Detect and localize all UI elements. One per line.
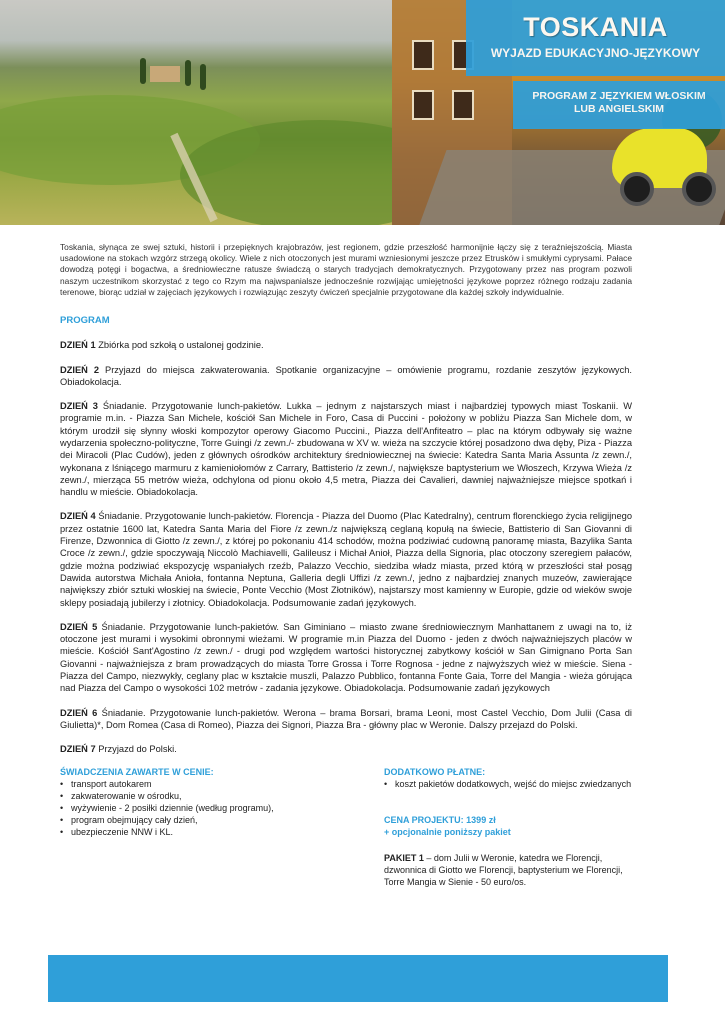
day-5	[60, 621, 632, 695]
list-item: • ubezpieczenie NNW i KL.	[60, 826, 360, 838]
list-item: • zakwaterowanie w ośrodku,	[60, 790, 360, 802]
extra-list	[384, 778, 634, 790]
day-text: Śniadanie. Przygotowanie lunch-pakietów. San Giminiano – miasto zwane średniowiecznym Manhattanem z uwagi na to, iż otoczone jest murami i wysokimi obronnymi wieżami. W programie m.in Piazza del Duomo - jeden z dwóch najważniejszych placów w mieście. Kościół Sant'Agostino /z zewn./ - drugi pod względem wartości historycznej zabytkowy kościół w San Gimignano Porta San Giovanni - najważniejsza z bram prowadzących do miasta Torre Grossa i Torre Rognosa - jedne z najwyższych wież w mieście. Siena - Piazza del Campo, niezwykły, ceglany plac w kształcie muszli, Palazzo Pubblico, fontanna Fonte Gaia, Torre del Mangia - wieża górująca nad Piazza del Campo o wysokości 102 metrów - zadania językowe. Obiadokolacja. Podsumowanie zadań językowych	[60, 621, 632, 694]
day-4	[60, 510, 632, 608]
price-line: CENA PROJEKTU: 1399 zł	[384, 815, 496, 825]
program-heading: PROGRAM	[60, 315, 110, 327]
package-label: PAKIET 1	[384, 853, 424, 863]
price-note: + opcjonalnie poniższy pakiet	[384, 827, 511, 837]
list-item: • program obejmujący cały dzień,	[60, 814, 360, 826]
price-block	[384, 814, 634, 838]
list-item: • wyżywienie - 2 posiłki dziennie (według programu),	[60, 802, 360, 814]
day-3	[60, 400, 632, 498]
list-item: • transport autokarem	[60, 778, 360, 790]
list-item: • koszt pakietów dodatkowych, wejść do miejsc zwiedzanych	[384, 778, 634, 790]
day-label: DZIEŃ 7	[60, 744, 96, 755]
day-text: Zbiórka pod szkołą o ustalonej godzinie.	[95, 340, 264, 351]
included-list	[60, 778, 360, 838]
day-label: DZIEŃ 5	[60, 621, 98, 632]
day-text: Przyjazd do miejsca zakwaterowania. Spotkanie organizacyjne – omówienie programu, rozdanie zeszytów językowych. Obiadokolacja.	[60, 364, 632, 387]
day-label: DZIEŃ 4	[60, 511, 96, 522]
included-heading: ŚWIADCZENIA ZAWARTE W CENIE:	[60, 767, 214, 777]
language-banner	[513, 81, 725, 129]
day-label: DZIEŃ 1	[60, 340, 96, 351]
day-6	[60, 707, 632, 732]
tuscan-landscape-image	[0, 0, 392, 225]
day-label: DZIEŃ 6	[60, 707, 98, 718]
day-1	[60, 339, 632, 351]
package-block	[384, 852, 634, 888]
page-subtitle: WYJAZD EDUKACYJNO-JĘZYKOWY	[490, 46, 701, 60]
title-banner	[466, 0, 725, 76]
day-7	[60, 743, 632, 755]
day-text: Przyjazd do Polski.	[95, 744, 177, 755]
day-label: DZIEŃ 3	[60, 401, 98, 412]
package-text: – dom Julii w Weronie, katedra we Florencji, dzwonnica di Giotto we Florencji, baptysterium we Florencji, Torre Mangia w Sienie - 50 euro/os.	[384, 853, 623, 887]
day-text: Śniadanie. Przygotowanie lunch-pakietów. Lukka – jednym z najstarszych miast i najbardziej typowych miast Toskanii. W programie m.in. - Piazza San Michele, kościół San Michele in Foro, Casa di Puccini - położony w pobliżu Piazza San Michele dom, w którym urodził się słynny włoski kompozytor operowy Giacomo Puccini., Piazza dell'Anfiteatro – plac na którym odbywały się ważne wydarzenia społeczno-polityczne, Torre Guingi /z zewn./- zbudowana w XV w. wieża na szczycie której posadzono dwa dęby, Piza - Piazza dei Miracoli (Plac Cudów), jeden z głównych ośrodków architektury średniowiecznej na świecie: Katedra Santa Maria Assunta /z zewn./, wykonana z lśniącego marmuru z kamieniołomów z Carrary, Battisterio /z zewn./, największe baptysterium we Włoszech, Krzywa Wieża /z zewn./, mierząca 55 metrów wieża, odchylona od pionu około 4,5 metra, Piazza dei Cavalieri, dawniej najważniejsze miejsce spotkań i handlu w mieście. Obiadokolacja.	[60, 401, 632, 498]
program-line-2: LUB ANGIELSKIM	[573, 103, 665, 115]
main-content	[60, 242, 632, 756]
program-line-1: PROGRAM Z JĘZYKIEM WŁOSKIM	[532, 90, 706, 102]
intro-paragraph: Toskania, słynąca ze swej sztuki, historii i przepięknych krajobrazów, jest regionem, gdzie przeszłość harmonijnie łączy się z teraźniejszością. Miasta usadowione na stokach wzgórz strzegą okolicy. Wiele z nich otoczonych jest murami wzniesionymi jeszcze przez Etrusków i smukłymi cyprysami. Pałace dowodzą potęgi i bogactwa, a średniowieczne ratusze świadczą o starych tradycjach demokratycznych. Przygotowany przez nas program pozwoli naszym uczestnikom skorzystać z tego co Rzym ma najwspanialsze jednocześnie rozwijając umiejętności językowe poprzez różnego rodzaju zadania terenowe, biorąc udział w zajęciach językowych i rozwiązując zeszyty ćwiczeń specjalnie przygotowane dla każdej szkoły indywidualnie.	[60, 242, 632, 297]
page-title: TOSKANIA	[523, 12, 668, 42]
day-text: Śniadanie. Przygotowanie lunch-pakietów. Florencja - Piazza del Duomo (Plac Katedralny), centrum florenckiego życia religijnego przez ostatnie 1600 lat, Katedra Santa Maria del Fiore /z zewn./z największą ceglaną kopułą na świecie, Battisterio di San Giovanni di Firenze, Dzwonnica di Giotto /z zewn./, z której po pokonaniu 414 schodów, można podziwiać cudowną panoramę miasta, Bazylika Santa Croce /z zewn./, gdzie spoczywają Niccolò Machiavelli, Galileusz i Michał Anioł, Piazza della Signoria, plac otoczony szeregiem pałaców, gdzie można podziwiać ekspozycję wspaniałych rzeźb, Palazzo Vecchio, siedziba władz miasta, przed którą w przeszłości stał posąg Dawida autorstwa Michała Anioła, fontanna Neptuna, Galleria degli Uffizi /z zewn./, jedno z najbardziej znanych muzeów, zawierające największy zbiór sztuki włoskiej na świecie, Ponte Vecchio (Most Złotników), najstarszy most kamienny w Europie, gdzie od wieków swoje sklepy posiadają jubilerzy i złotnicy. Obiadokolacja. Podsumowanie zadań językowych.	[60, 511, 632, 608]
day-text: Śniadanie. Przygotowanie lunch-pakietów. Werona – brama Borsari, brama Leoni, most Castel Vecchio, Dom Julii (Casa di Giulietta)*, Dom Romea (Casa di Romeo), Piazza dei Signori, Piazza Bra - główny plac w Weronie. Dalszy przejazd do Polski.	[60, 707, 632, 730]
day-label: DZIEŃ 2	[60, 364, 100, 375]
header-photo	[0, 0, 725, 225]
extra-heading: DODATKOWO PŁATNE:	[384, 767, 486, 777]
footer-bar	[48, 955, 668, 1002]
included-section	[60, 766, 360, 838]
day-2	[60, 364, 632, 389]
extra-section	[384, 766, 634, 888]
